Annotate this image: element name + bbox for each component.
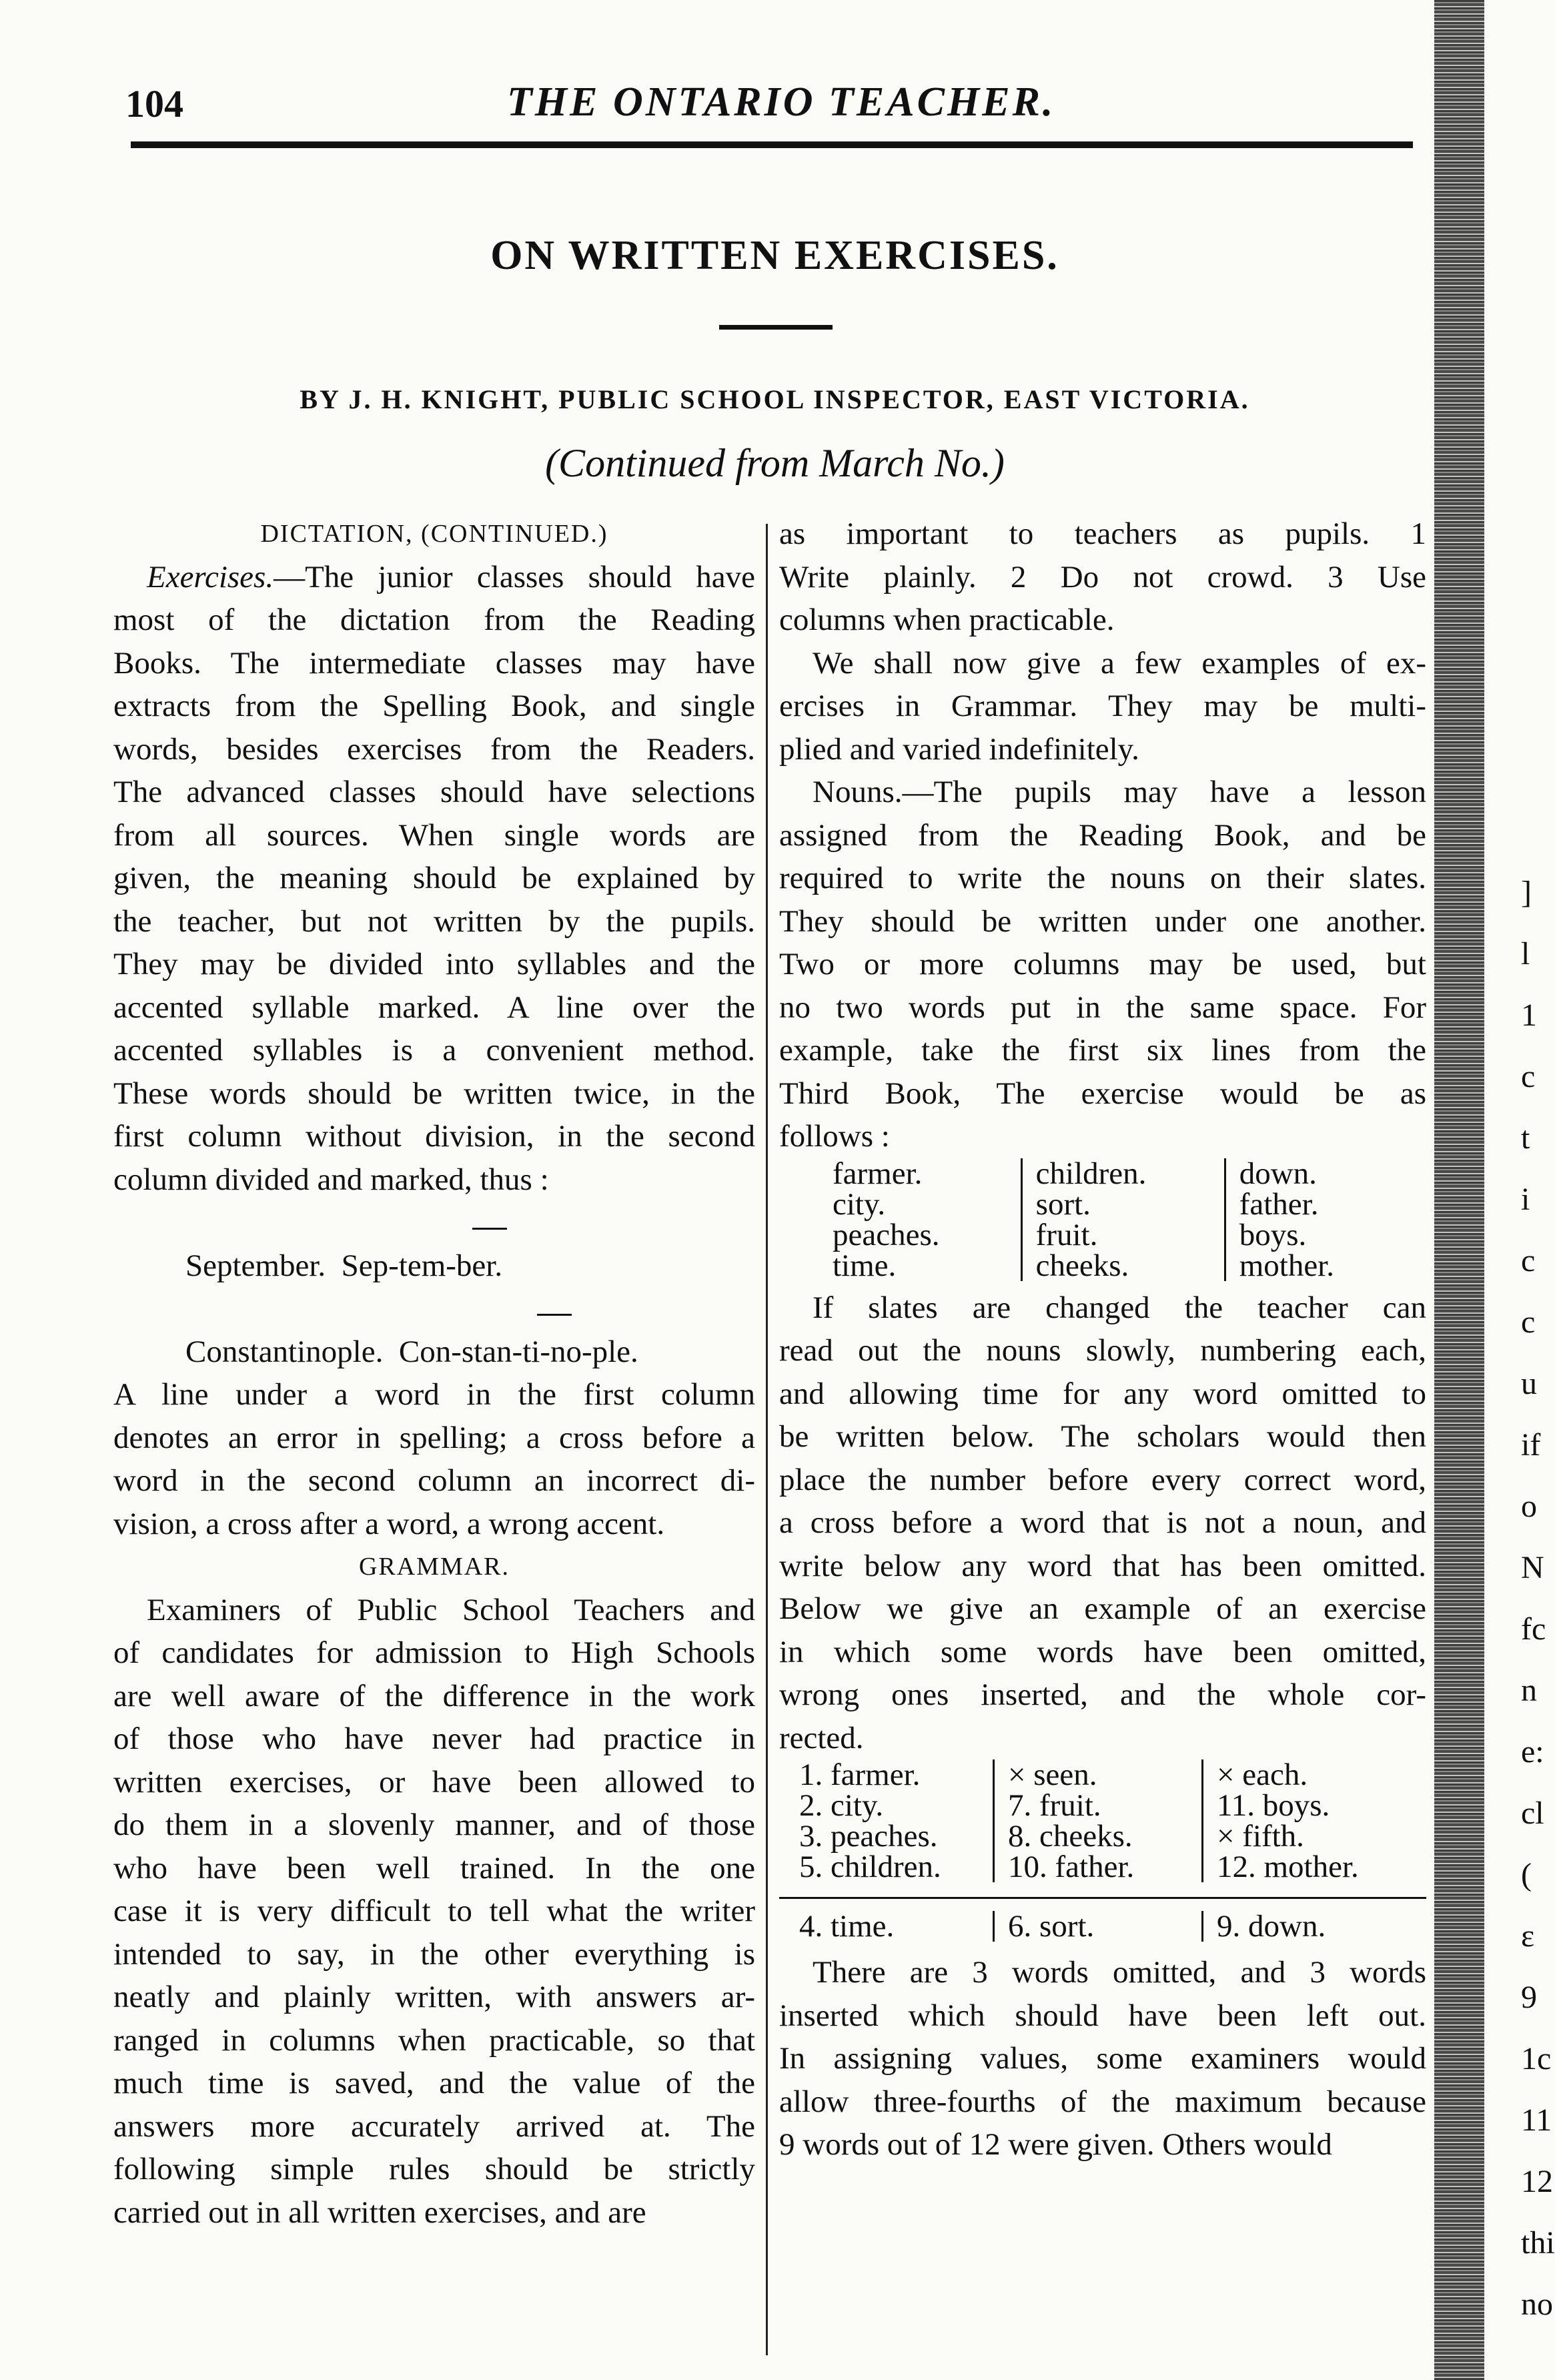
margin-fragment: 1c — [1521, 2041, 1552, 2076]
text-line: 9 words out of 12 were given. Others would — [779, 2127, 1332, 2162]
margin-fragment: c — [1521, 1243, 1536, 1278]
table-cell: 1. farmer. — [799, 1757, 921, 1792]
text-line: Third Book, The exercise would be as — [779, 1076, 1426, 1111]
text-line: If slates are changed the teacher can — [813, 1290, 1426, 1325]
title-rule — [719, 325, 833, 330]
table-row — [786, 1821, 1410, 1852]
text-line: assigned from the Reading Book, and be — [779, 817, 1426, 853]
text-line: columns when practicable. — [779, 603, 1115, 637]
table-row — [786, 1759, 1410, 1790]
grammar-paragraph — [113, 1589, 755, 2235]
nouns-paragraph — [779, 771, 1426, 1158]
text-line: Nouns.—The pupils may have a lesson — [813, 775, 1426, 809]
margin-fragment: i — [1521, 1182, 1530, 1217]
section-heading-grammar: GRAMMAR. — [358, 1553, 510, 1581]
examples-paragraph — [779, 642, 1426, 771]
margin-fragment: t — [1521, 1120, 1530, 1156]
text-line: from all sources. When single words are — [113, 817, 755, 853]
text-line: as important to teachers as pupils. 1 — [779, 516, 1426, 551]
text-line: They should be written under one another. — [779, 903, 1426, 939]
margin-fragment: n — [1521, 1673, 1537, 1708]
table-row — [819, 1189, 1426, 1220]
text-line: rected. — [779, 1720, 864, 1755]
error-marking-paragraph — [113, 1373, 755, 1545]
text-line: Write plainly. 2 Do not crowd. 3 Use — [779, 559, 1426, 594]
margin-fragment: l — [1521, 936, 1530, 971]
table-cell: mother. — [1225, 1250, 1426, 1281]
omitted-words-row — [786, 1911, 1410, 1942]
text-line: Two or more columns may be used, but — [779, 947, 1426, 981]
table-row — [786, 1790, 1410, 1821]
example-word: Constantinople. — [185, 1334, 384, 1369]
text-line: word in the second column an incorrect di- — [113, 1463, 755, 1498]
table-cell: × seen. — [994, 1759, 1203, 1790]
text-line: most of the dictation from the Reading — [113, 603, 755, 637]
table-cell: 2. city. — [799, 1788, 884, 1823]
table-cell: 6. sort. — [994, 1911, 1203, 1942]
table-cell: 5. children. — [799, 1850, 941, 1884]
margin-fragment: ɛ — [1521, 1918, 1535, 1954]
text-line: answers more accurately arrived at. The — [113, 2108, 755, 2144]
text-line: in which some words have been omitted, — [779, 1634, 1426, 1669]
text-line: of candidates for admission to High Schools — [113, 1635, 755, 1670]
margin-fragment: o — [1521, 1489, 1537, 1524]
table-cell: × fifth. — [1203, 1821, 1411, 1852]
adjacent-page-text — [1521, 0, 1555, 2380]
example-divided: Con-stan-ti-no-ple. — [398, 1334, 638, 1369]
text-line: be written below. The scholars would then — [779, 1419, 1426, 1454]
nouns-table — [819, 1158, 1426, 1281]
table-row — [819, 1220, 1426, 1250]
text-line: write below any word that has been omitted. — [779, 1548, 1426, 1583]
table-row — [786, 1911, 1410, 1942]
text-line: extracts from the Spelling Book, and single — [113, 689, 755, 723]
margin-fragment: fc — [1521, 1611, 1546, 1647]
text-line: carried out in all written exercises, and are — [113, 2195, 646, 2230]
syllable-example — [113, 1330, 755, 1374]
text-line: much time is saved, and the value of the — [113, 2066, 755, 2100]
margin-fragment: thi — [1521, 2225, 1555, 2261]
margin-fragment: N — [1521, 1550, 1544, 1585]
text-line: The advanced classes should have selections — [113, 775, 755, 809]
text-line: ercises in Grammar. They may be multi- — [779, 689, 1426, 723]
table-cell: father. — [1225, 1189, 1426, 1220]
table-row — [819, 1158, 1426, 1189]
text-line: inserted which should have been left out. — [779, 1998, 1426, 2033]
text-line: who have been well trained. In the one — [113, 1850, 755, 1886]
left-column — [113, 512, 755, 2234]
text-line: do them in a slovenly manner, and of those — [113, 1808, 755, 1842]
margin-fragment: if — [1521, 1427, 1541, 1463]
text-line: There are 3 words omitted, and 3 words — [813, 1955, 1426, 1990]
text-line: accented syllable marked. A line over the — [113, 989, 755, 1025]
text-line: follows : — [779, 1119, 890, 1154]
section-heading-dictation: DICTATION, (CONTINUED.) — [260, 520, 608, 548]
table-cell: sort. — [1021, 1189, 1225, 1220]
page-number: 104 — [125, 82, 183, 125]
accent-mark — [113, 1287, 755, 1330]
text-line: intended to say, in the other everything is — [113, 1936, 755, 1972]
text-line: place the number before every correct word, — [779, 1462, 1426, 1497]
running-head: THE ONTARIO TEACHER. — [507, 79, 1056, 125]
table-cell: × each. — [1203, 1759, 1411, 1790]
article-title: ON WRITTEN EXERCISES. — [490, 233, 1059, 278]
text-line: Below we give an example of an exercise — [779, 1591, 1426, 1626]
text-line: read out the nouns slowly, numbering each, — [779, 1333, 1426, 1368]
text-line: column divided and marked, thus : — [113, 1162, 549, 1197]
margin-fragment: 11 — [1521, 2102, 1552, 2138]
dictation-paragraph — [113, 556, 755, 1202]
table-row — [819, 1250, 1426, 1281]
text-line: required to write the nouns on their slates. — [779, 861, 1426, 895]
table-cell: peaches. — [833, 1217, 940, 1252]
text-line: and allowing time for any word omitted to — [779, 1376, 1426, 1411]
example-divided: Sep-tem-ber. — [341, 1248, 503, 1283]
margin-fragment: no — [1521, 2287, 1553, 2322]
table-cell: children. — [1021, 1158, 1225, 1189]
margin-fragment: cl — [1521, 1796, 1544, 1831]
right-column — [779, 512, 1426, 2166]
margin-fragment: ( — [1521, 1857, 1532, 1892]
text-line: following simple rules should be strictly — [113, 2152, 755, 2187]
table-cell: 4. time. — [799, 1909, 895, 1944]
text-line: neatly and plainly written, with answers ar- — [113, 1980, 755, 2014]
syllable-example — [113, 1244, 755, 1288]
slates-paragraph — [779, 1286, 1426, 1760]
header-rule — [131, 141, 1413, 148]
byline: BY J. H. KNIGHT, PUBLIC SCHOOL INSPECTOR, EAST VICTORIA. — [300, 384, 1250, 414]
text-line: We shall now give a few examples of ex- — [813, 645, 1426, 681]
table-rule — [779, 1897, 1426, 1899]
continued-note: (Continued from March No.) — [545, 441, 1005, 485]
margin-fragment: c — [1521, 1304, 1536, 1340]
table-cell: 10. father. — [994, 1852, 1203, 1882]
table-cell: cheeks. — [1021, 1250, 1225, 1281]
table-cell: time. — [833, 1248, 897, 1283]
text-line: Exercises.—The junior classes should have — [147, 559, 755, 594]
text-line: written exercises, or have been allowed to — [113, 1764, 755, 1800]
text-line: case it is very difficult to tell what the writer — [113, 1894, 755, 1928]
rules-paragraph — [779, 512, 1426, 642]
margin-fragment: 9 — [1521, 1980, 1537, 2015]
margin-fragment: 12 — [1521, 2164, 1553, 2199]
table-cell: farmer. — [833, 1156, 923, 1191]
text-line: denotes an error in spelling; a cross before a — [113, 1420, 755, 1455]
text-line: vision, a cross after a word, a wrong accent. — [113, 1506, 665, 1541]
text-line: In assigning values, some examiners would — [779, 2041, 1426, 2076]
table-cell: 3. peaches. — [799, 1819, 938, 1854]
text-line: wrong ones inserted, and the whole cor- — [779, 1677, 1426, 1712]
text-line: A line under a word in the first column — [113, 1377, 755, 1412]
text-line: of those who have never had practice in — [113, 1721, 755, 1756]
table-cell: 8. cheeks. — [994, 1821, 1203, 1852]
accent-mark — [113, 1201, 755, 1244]
text-line: no two words put in the same space. For — [779, 989, 1426, 1025]
text-line: Books. The intermediate classes may have — [113, 645, 755, 681]
margin-fragment: u — [1521, 1366, 1537, 1401]
margin-fragment: ] — [1521, 875, 1532, 910]
text-line: example, take the first six lines from the — [779, 1033, 1426, 1068]
margin-fragment: 1 — [1521, 998, 1537, 1033]
text-line: ranged in columns when practicable, so that — [113, 2022, 755, 2058]
example-word: September. — [185, 1248, 326, 1283]
text-line: These words should be written twice, in the — [113, 1076, 755, 1111]
text-line: the teacher, but not written by the pupils. — [113, 903, 755, 939]
text-line: are well aware of the difference in the work — [113, 1678, 755, 1713]
table-cell: 11. boys. — [1203, 1790, 1411, 1821]
text-line: They may be divided into syllables and the — [113, 947, 755, 981]
text-line: given, the meaning should be explained by — [113, 861, 755, 895]
text-line: accented syllables is a convenient method. — [113, 1033, 755, 1068]
table-cell: 12. mother. — [1203, 1852, 1411, 1882]
text-line: words, besides exercises from the Readers. — [113, 731, 755, 767]
table-cell: down. — [1225, 1158, 1426, 1189]
text-line: a cross before a word that is not a noun, and — [779, 1505, 1426, 1540]
table-row — [786, 1852, 1410, 1882]
table-cell: fruit. — [1021, 1220, 1225, 1250]
table-cell: city. — [833, 1186, 886, 1222]
text-line: first column without division, in the second — [113, 1119, 755, 1154]
table-cell: boys. — [1225, 1220, 1426, 1250]
text-line: allow three-fourths of the maximum because — [779, 2084, 1426, 2119]
table-cell: 7. fruit. — [994, 1790, 1203, 1821]
adjacent-page-edge — [1434, 0, 1484, 2380]
table-cell: 9. down. — [1203, 1911, 1411, 1942]
closing-paragraph — [779, 1951, 1426, 2166]
column-divider — [766, 524, 768, 2355]
text-line: plied and varied indefinitely. — [779, 731, 1139, 767]
margin-fragment: e: — [1521, 1734, 1544, 1769]
text-line: Examiners of Public School Teachers and — [147, 1592, 755, 1627]
corrected-table — [786, 1759, 1410, 1882]
margin-fragment: c — [1521, 1059, 1536, 1094]
